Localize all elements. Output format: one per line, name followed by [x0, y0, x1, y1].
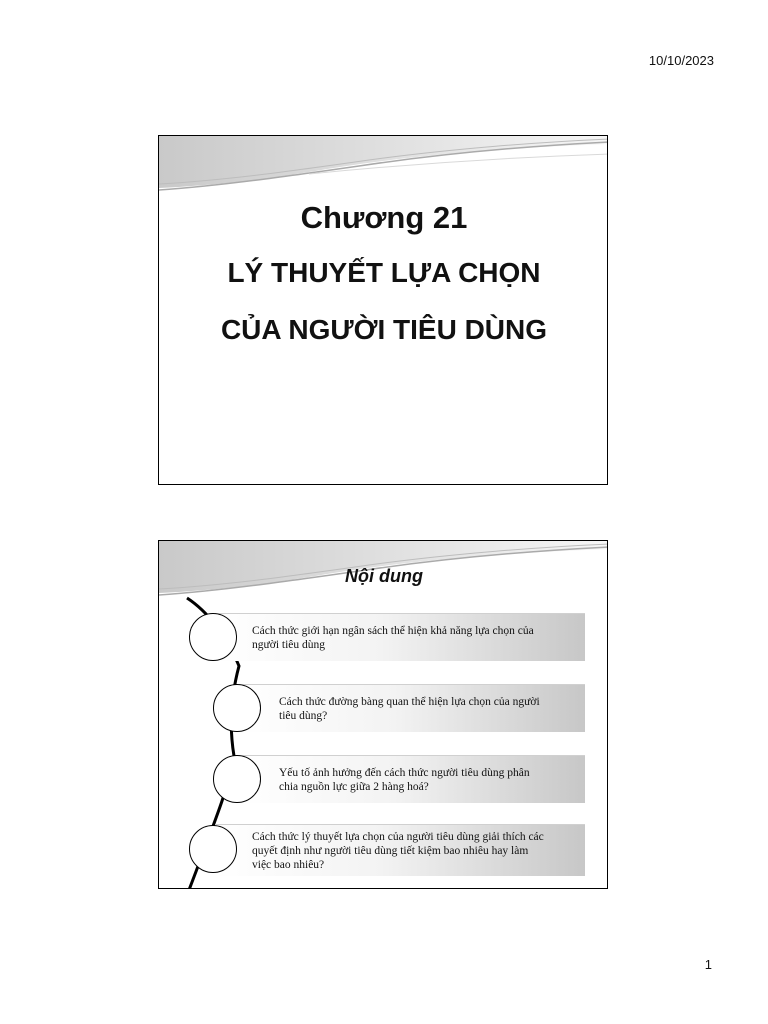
list-item-text: Cách thức lý thuyết lựa chọn của người tiêu dùng giải thích các — [252, 830, 544, 843]
list-item — [215, 613, 585, 661]
list-item-text: tiêu dùng? — [279, 709, 328, 722]
header-swoosh-decoration — [159, 136, 608, 206]
list-item-text: Cách thức giới hạn ngân sách thể hiện khả năng lựa chọn của — [252, 624, 534, 637]
list-bullet-circle — [213, 755, 261, 803]
title-slide — [158, 135, 608, 485]
page-date: 10/10/2023 — [648, 53, 714, 68]
list-bullet-circle — [189, 825, 237, 873]
chapter-title-line-1: LÝ THUYẾT LỰA CHỌN — [227, 257, 541, 288]
list-item — [239, 755, 585, 803]
list-item-text: Cách thức đường bàng quan thể hiện lựa chọn của người — [279, 695, 540, 708]
list-item-text: chia nguồn lực giữa 2 hàng hoá? — [279, 780, 429, 793]
list-item-text: người tiêu dùng — [252, 638, 326, 651]
list-item — [215, 824, 585, 876]
contents-slide — [158, 540, 608, 889]
chapter-number: Chương 21 — [300, 200, 468, 235]
contents-heading: Nội dung — [345, 566, 423, 586]
list-bullet-circle — [189, 613, 237, 661]
list-item-text: việc bao nhiêu? — [252, 858, 325, 871]
list-item-text: Yếu tố ảnh hưởng đến cách thức người tiêu dùng phân — [279, 766, 530, 779]
chapter-title-line-2: CỦA NGƯỜI TIÊU DÙNG — [220, 314, 548, 345]
page-number: 1 — [704, 957, 712, 972]
list-bullet-circle — [213, 684, 261, 732]
list-item-text: quyết định như người tiêu dùng tiết kiệm bao nhiêu hay làm — [252, 844, 529, 857]
list-item — [239, 684, 585, 732]
